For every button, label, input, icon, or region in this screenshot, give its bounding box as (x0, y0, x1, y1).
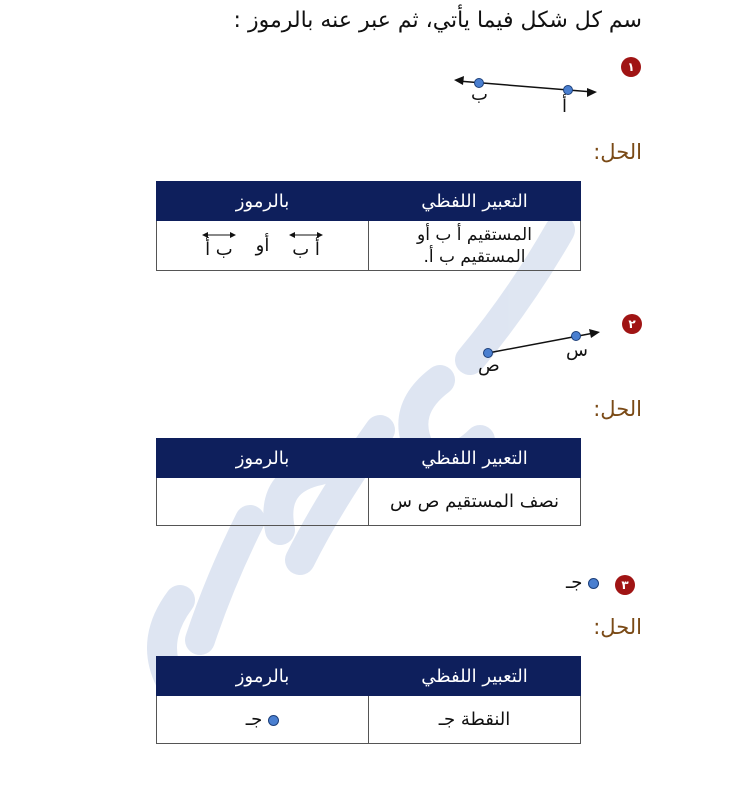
point-figure (566, 572, 599, 593)
instruction-text: سم كل شكل فيما يأتي، ثم عبر عنه بالرموز : (233, 8, 642, 33)
problem-number-badge: ٣ (615, 575, 635, 595)
solution-table (156, 656, 581, 744)
header-verbal: التعبير اللفظي (369, 182, 581, 221)
verbal-cell: النقطة جـ (369, 696, 581, 744)
problem-number-badge: ١ (621, 57, 641, 77)
symbol-text: ب أ (205, 239, 233, 260)
symbols-cell (157, 478, 369, 526)
line-symbol (202, 231, 236, 260)
double-arrow-icon (289, 231, 323, 239)
header-verbal: التعبير اللفظي (369, 439, 581, 478)
point-dot-icon (588, 578, 599, 589)
solution-table (156, 438, 581, 526)
point-label-seen: س (566, 340, 588, 361)
solution-label: الحل: (593, 140, 642, 164)
line-symbol (289, 231, 323, 260)
verbal-line: المستقيم ب أ. (423, 246, 526, 267)
point-dot-icon (268, 715, 279, 726)
verbal-line: المستقيم أ ب أو (417, 224, 532, 245)
verbal-cell: نصف المستقيم ص س (369, 478, 581, 526)
solution-label: الحل: (593, 615, 642, 639)
solution-table (156, 181, 581, 271)
point-label-a: أ (562, 96, 568, 117)
header-verbal: التعبير اللفظي (369, 657, 581, 696)
symbol-text: أ ب (292, 239, 320, 260)
header-symbols: بالرموز (157, 657, 369, 696)
symbols-cell (157, 696, 369, 744)
point-label-j: جـ (566, 572, 583, 593)
problem-number-badge: ٢ (622, 314, 642, 334)
header-symbols: بالرموز (157, 439, 369, 478)
verbal-cell (369, 221, 581, 271)
symbol-text: جـ (245, 709, 263, 730)
symbol-or: أو (255, 234, 270, 256)
header-symbols: بالرموز (157, 182, 369, 221)
double-arrow-icon (202, 231, 236, 239)
solution-label: الحل: (593, 397, 642, 421)
symbols-cell (157, 221, 369, 271)
line-figure (440, 70, 610, 125)
point-label-b: ب (471, 84, 488, 105)
point-label-s: ص (478, 355, 500, 376)
